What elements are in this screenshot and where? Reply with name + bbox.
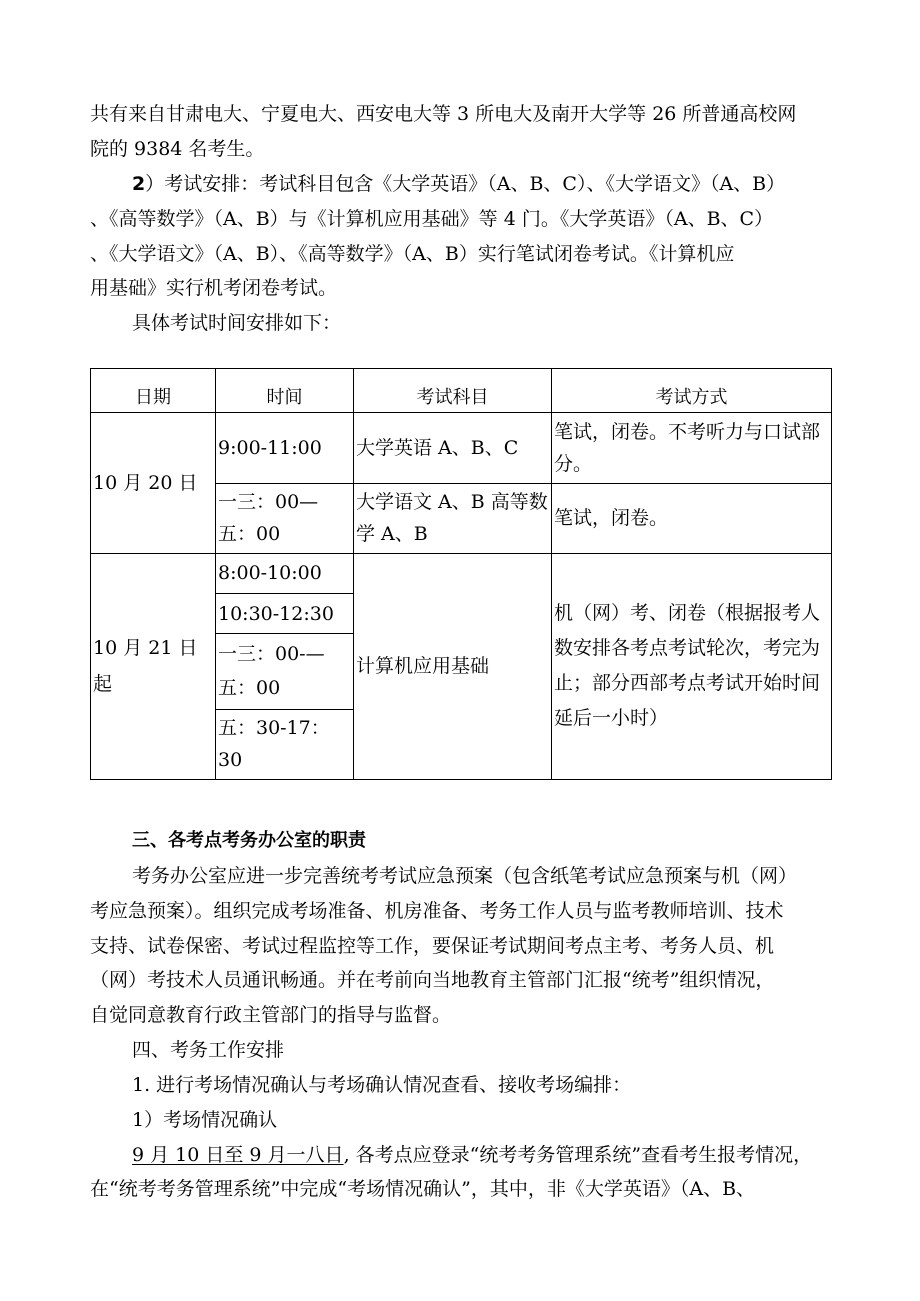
- paragraph-line: 共有来自甘肃电大、宁夏电大、西安电大等 3 所电大及南开大学等 26 所普通高校网: [90, 103, 797, 125]
- time-cell: [216, 483, 354, 553]
- time-line: 一三：00-—: [218, 643, 325, 666]
- paragraph-line: 支持、试卷保密、考试过程监控等工作，要保证考试期间考点主考、考务人员、机: [90, 935, 775, 957]
- time-line: 五：00: [218, 523, 281, 546]
- paragraph-text: , 各考点应登录“统考考务管理系统”查看考生报考情况，: [343, 1144, 813, 1166]
- item-number: 2: [132, 173, 146, 195]
- exam-schedule-table: [90, 368, 832, 780]
- time-line: 30: [218, 749, 243, 772]
- method-line: 机（网）考、闭卷（根据报考人: [554, 602, 821, 625]
- table-row: [91, 553, 832, 593]
- method-line: 止；部分西部考点考试开始时间: [554, 672, 821, 695]
- header-date: 日期: [91, 369, 216, 413]
- time-cell: 9:00-11:00: [216, 413, 354, 483]
- method-line: 延后一小时）: [554, 707, 669, 730]
- method-line: 笔试，闭卷。不考听力与口试部: [554, 420, 821, 443]
- method-line: 数安排各考点考试轮次，考完为: [554, 637, 821, 660]
- paragraph-line: 院的 9384 名考生。: [90, 138, 265, 160]
- table-row: [91, 413, 832, 483]
- header-time: 时间: [216, 369, 354, 413]
- subject-cell: 大学英语 A、B、C: [354, 413, 552, 483]
- time-line: 五：00: [218, 677, 281, 700]
- paragraph-line: 用基础》实行机考闭卷考试。: [90, 277, 338, 299]
- paragraph-line: （网）考技术人员通讯畅通。并在考前向当地教育主管部门汇报“统考”组织情况，: [90, 969, 775, 991]
- time-cell: 10:30-12:30: [216, 594, 354, 634]
- time-cell: [216, 709, 354, 779]
- paragraph-line: 在“统考考务管理系统”中完成“考场情况确认”，其中，非《大学英语》（A、B、: [90, 1178, 756, 1200]
- paragraph-text: ）考试安排：考试科目包含《大学英语》（A、B、C）、《大学语文》（A、B）: [145, 173, 786, 195]
- method-line: 分。: [554, 452, 593, 475]
- method-cell: [552, 553, 832, 779]
- section-heading: 三、各考点考务办公室的职责: [132, 830, 366, 851]
- time-cell: [216, 634, 354, 709]
- paragraph-line: [132, 1143, 812, 1167]
- method-cell: [552, 413, 832, 483]
- header-subject: 考试科目: [354, 369, 552, 413]
- paragraph-line: 具体考试时间安排如下：: [132, 312, 342, 334]
- time-line: 五：30-17：: [218, 717, 330, 740]
- header-method: 考试方式: [552, 369, 832, 413]
- paragraph-line: 自觉同意教育行政主管部门的指导与监督。: [90, 1004, 452, 1026]
- paragraph-line: 考务办公室应进一步完善统考考试应急预案（包含纸笔考试应急预案与机（网）: [132, 865, 798, 887]
- paragraph-line: 、《高等数学》（A、B）与《计算机应用基础》等 4 门。《大学英语》（A、B、C）: [90, 208, 774, 230]
- subject-line: 学 A、B: [356, 523, 428, 546]
- method-cell: 笔试，闭卷。: [552, 483, 832, 553]
- section-heading: 四、考务工作安排: [132, 1039, 285, 1061]
- date-cell: 10 月 21 日起: [91, 553, 216, 779]
- date-cell: 10 月 20 日: [91, 413, 216, 554]
- time-line: 一三：00—: [218, 491, 319, 514]
- date-range: 9 月 10 日至 9 月一八日: [132, 1144, 344, 1166]
- subject-cell: 计算机应用基础: [354, 553, 552, 779]
- paragraph-line: 、《大学语文》（A、B）、《高等数学》（A、B）实行笔试闭卷考试。《计算机应: [90, 243, 735, 265]
- paragraph-line: 考应急预案）。组织完成考场准备、机房准备、考务工作人员与监考教师培训、技术: [90, 900, 784, 922]
- time-cell: 8:00-10:00: [216, 553, 354, 593]
- paragraph-line: 1）考场情况确认: [132, 1109, 278, 1131]
- paragraph-line: 1. 进行考场情况确认与考场确认情况查看、接收考场编排：: [132, 1074, 632, 1096]
- paragraph-line: [132, 172, 785, 196]
- subject-line: 大学语文 A、B 高等数: [356, 491, 548, 514]
- table-header-row: [91, 369, 832, 413]
- subject-cell: [354, 483, 552, 553]
